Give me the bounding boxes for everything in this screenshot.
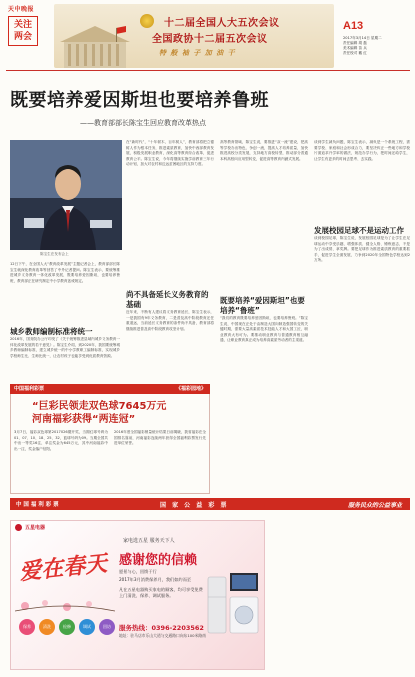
article-column-3 [220, 140, 308, 404]
section-heading-compulsory-education: 尚不具备延长义务教育的基础 [126, 290, 209, 309]
lottery-headline [32, 400, 202, 426]
service-icons [19, 619, 117, 635]
article-column-1 [10, 262, 120, 387]
ad-tagline: 家电选五星 服务天下人 [123, 538, 175, 544]
section-text-einstein-luban: “我们的教育既要培养爱因斯坦，也要培养鲁班。”陈宝生说，中国现在正处于由制造大国向制造强国转变的关键时期，需要大量高素质技术技能人才和大国工匠，职业教育大有可为。要推动职业教育与普通教育相互融通，让职业教育真正成为培养高素质劳动者的主渠道。 [220, 316, 308, 343]
speaker-photo-icon [10, 140, 122, 250]
page-number: A13 [343, 20, 364, 32]
ad-line-1: 愿景与心，回馈于行 [119, 569, 157, 574]
service-icon-repair: 检修 [59, 619, 75, 635]
column-1-text: 12日下午，在全国人大“教育改革发展”主题记者会上，教育部部长陈宝生就深化教育改革等回答了中外记者提问。陈宝生表示，要统筹推进城乡义务教育一体化改革发展，既要培养爱因斯坦，也要培养鲁班，教育部正在研究制定中小学教育惩戒规定。 [10, 262, 120, 283]
service-icon-tuning: 调试 [79, 619, 95, 635]
ad-line-2: 2017年3月消费保养月，我们如约而至 [119, 577, 191, 582]
section-heading-einstein-luban: 既要培养“爱因斯坦”也要培养“鲁班” [220, 296, 305, 315]
lottery-brand: 中国福利彩票 [14, 386, 45, 392]
article-subhead: ——教育部部长陈宝生回应教育改革热点 [80, 119, 206, 127]
lottery-headline-line-2: 河南福彩获得“两连冠” [32, 414, 136, 425]
ad-title: 爱在春天 [18, 550, 109, 586]
lottery-column-name: 《福彩园地》 [175, 386, 206, 392]
article-column-4 [314, 140, 410, 376]
masthead-rule [6, 70, 410, 71]
national-emblem-icon [140, 14, 154, 28]
lottery-headline-line-1: “巨彩民领走双色球7645万元 [32, 401, 167, 412]
lottery-text-2: 2016年度全国福彩销量统计结果日前揭晓，我省福彩在全国排名靠前，河南福彩连续两年获得全国福利彩票发行先进单位荣誉。 [114, 430, 206, 446]
five-star-appliance-ad [10, 520, 265, 670]
service-icon-cleaning: 清洗 [39, 619, 55, 635]
page-date: 2017年3月14日 星期二 [343, 36, 382, 40]
article-column-2 [126, 140, 214, 394]
great-hall-icon [60, 24, 130, 68]
ad-hotline: 服务热线：0396-2203562 [119, 624, 204, 632]
banner-slogan: 特 般 袖 子 加 油 干 [159, 48, 236, 57]
section-heading-campus-football: 发展校园足球不是运动工作 [314, 226, 404, 235]
page-editor: 责任编辑 胡 磊 [343, 41, 367, 45]
article-photo [10, 140, 122, 250]
welfare-lottery-slogan: 服务民众的公益事业 [347, 502, 402, 509]
page-proofreader: 责任校对 戴 红 [343, 51, 367, 55]
welfare-lottery-motto: 国 家 公 益 彩 票 [160, 502, 229, 509]
ad-address: 地址：驻马店市乐山大道与交通路口向东100米路南 [119, 633, 206, 638]
five-star-logo-icon [15, 524, 22, 531]
section-box [8, 16, 38, 46]
lottery-header-bar [10, 384, 210, 394]
lottery-text-1: 3月7日，福彩双色球第2017026期开奖，当期红球号码为01、07、10、18、25、32，蓝球号码为09。当期全国共中出一等奖16注，单注奖金为645万元，其中河南福彩中出一注，奖金落户信阳。 [14, 430, 108, 451]
section-text-compulsory-education: 近年来，不断有人建议将义务教育延长，陈宝生表示，一是我国有9年义务教育，二是普及高中阶段教育还任重道远，当前延长义务教育的条件尚不具备，教育部将继续推进普及高中阶段教育攻坚计划。 [126, 310, 214, 331]
article-headline: 既要培养爱因斯坦也要培养鲁班 [10, 90, 269, 111]
ad-thanks: 感谢您的信赖 [119, 553, 198, 568]
ad-brand: 五星电器 [25, 525, 46, 531]
page-designer: 美术编辑 苗 兵 [343, 46, 367, 50]
section-text-campus-football: 谈到校园足球，陈宝生说，发展校园足球是为了让学生在足球运动中享受乐趣、增强体质、健全人格、锤炼意志，不是为了出成绩、拿奖牌。要把足球作为推进素质教育的重要抓手，促进学生全面发展，力争到2020年全国特色学校达到2万所。 [314, 236, 410, 263]
welfare-lottery-bar [10, 498, 410, 510]
welfare-lottery-name: 中 国 福 利 彩 票 [16, 502, 59, 508]
masthead-logo [8, 4, 50, 46]
service-icon-maintenance: 保养 [19, 619, 35, 635]
ad-line-3: 凡在五星电器购买家电的顾客，均可享受免费上门清洗、保养、调试服务。 [119, 587, 203, 598]
appliances-icon [206, 571, 260, 639]
newspaper-brand: 天中晚报 [8, 6, 35, 13]
section-heading-teacher-quota: 城乡教师编制标准将统一 [10, 327, 93, 336]
service-icon-followup: 回访 [99, 619, 115, 635]
section-text-teacher-quota: 2016年，国务院办公厅印发了《关于统筹推进县域内城乡义务教育一体化改革发展的若干意见》。陈宝生介绍，到2020年，我国要统筹城乡教师编制标准，建立城乡统一的中小学教职工编制标准，实现城乡学校师生比、生师比统一，让农村孩子也能享受到优质教育资源。 [10, 337, 120, 358]
section-label-2: 两会 [13, 32, 32, 42]
page-info [343, 36, 409, 56]
column-4-text: 谈到学生减负问题，陈宝生表示，减负是一个系统工程，需要学校、家庭和社会形成合力，要坚决纠正一些地方和学校片面追求升学率的做法，规范办学行为，把时间还给学生，让学生有更多的时间去思考、去实践。 [314, 140, 410, 161]
column-3-text: 高等教育领域，陈宝生说，要推进“双一流”建设，把高等学校办出特色、争创一流，提高人才培养质量，加快推进高校分类发展，支持地方高校转型，推动部分普通本科高校向应用型转变，促进高等教育内涵式发展。 [220, 140, 308, 161]
section-label-1: 关注 [13, 20, 32, 30]
banner-line-npc: 十二届全国人大五次会议 [164, 18, 280, 29]
photo-caption: 陈宝生在发布会上 [40, 252, 69, 256]
blossom-decoration-icon [15, 597, 115, 615]
banner-line-cppcc: 全国政协十二届五次会议 [152, 34, 268, 45]
column-2-text: 在“新时代”，“十年树木，百年树人”，教育部将把立德树人作为根本任务，推进素质教育，加快中西部教育发展，积极发展职业教育，深化高等教育综合改革，促进教育公平。陈宝生说，今年将继续实施学前教育三年行动计划，加大对农村和边远贫困地区的支持力度。 [126, 140, 214, 167]
lianghui-banner [54, 4, 334, 68]
